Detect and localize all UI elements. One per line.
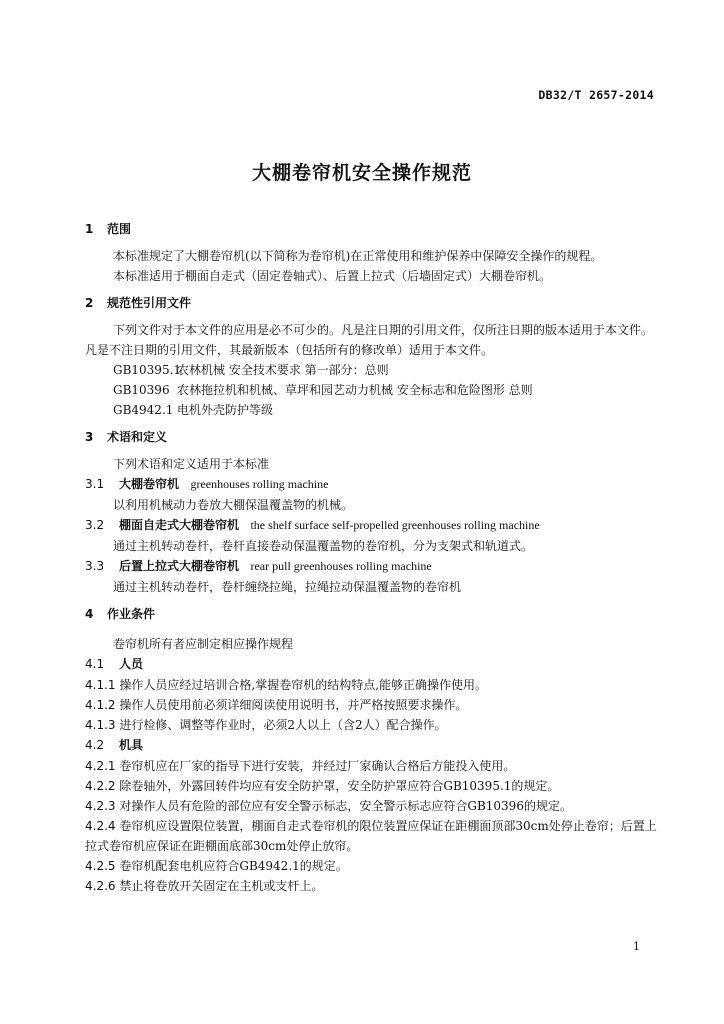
- paragraph: 卷帘机所有者应制定相应操作规程: [113, 637, 294, 651]
- clause-item: 4.1.3 进行检修、调整等作业时，必须2人以上（含2人）配合操作。: [85, 718, 447, 732]
- section-heading: 2 规范性引用文件: [85, 296, 192, 310]
- term-heading: 3.1 大棚卷帘机 greenhouses rolling machine: [85, 477, 329, 491]
- subsection-heading: 4.2 机具: [85, 738, 144, 752]
- section-heading: 4 作业条件: [85, 607, 156, 621]
- term-definition: 以利用机械动力卷放大棚保温覆盖物的机械。: [113, 498, 354, 512]
- term-definition: 通过主机转动卷杆，卷杆缠绕拉绳，拉绳拉动保温覆盖物的卷帘机: [113, 580, 462, 594]
- paragraph: 下列术语和定义适用于本标准: [113, 457, 270, 471]
- reference-item: GB10395.1农林机械 安全技术要求 第一部分：总则: [113, 363, 389, 377]
- clause-item: 4.2.5 卷帘机配套电机应符合GB4942.1的规定。: [85, 859, 348, 873]
- subsection-heading: 4.1 人员: [85, 657, 144, 671]
- section-heading: 1 范围: [85, 222, 132, 236]
- document-title: 大棚卷帘机安全操作规范: [251, 162, 472, 184]
- paragraph: 本标准适用于棚面自走式（固定卷轴式）、后置上拉式（后墙固定式）大棚卷帘机。: [113, 269, 552, 283]
- section-heading: 3 术语和定义: [85, 430, 168, 444]
- standard-code: DB32/T 2657-2014: [538, 88, 654, 102]
- document-body: [85, 218, 657, 896]
- term-heading: 3.3 后置上拉式大棚卷帘机 rear pull greenhouses rolling machine: [85, 559, 432, 573]
- clause-item: 4.2.1 卷帘机应在厂家的指导下进行安装，并经过厂家确认合格后方能投入使用。: [85, 759, 516, 773]
- page-number: 1: [633, 940, 640, 953]
- clause-item: 4.1.1 操作人员应经过培训合格,掌握卷帘机的结构特点,能够正确操作使用。: [85, 678, 488, 692]
- clause-item: 4.1.2 操作人员使用前必须详细阅读使用说明书，并严格按照要求操作。: [85, 698, 468, 712]
- clause-item: 4.2.3 对操作人员有危险的部位应有安全警示标志，安全警示标志应符合GB10396的规定。: [85, 799, 572, 813]
- clause-item: 4.2.6 禁止将卷放开关固定在主机或支杆上。: [85, 879, 324, 893]
- clause-item: 4.2.4 卷帘机应设置限位装置，棚面自走式卷帘机的限位装置应保证在距棚面顶部30cm处停止卷帘；后置上拉式卷帘机应保证在距棚面底部30cm处停止放帘。: [85, 819, 657, 853]
- term-heading: 3.2 棚面自走式大棚卷帘机 the shelf surface self-propelled greenhouses rolling machine: [85, 518, 540, 532]
- paragraph: 本标准规定了大棚卷帘机(以下简称为卷帘机)在正常使用和维护保养中保障安全操作的规程。: [113, 249, 603, 263]
- term-definition: 通过主机转动卷杆，卷杆直接卷动保温覆盖物的卷帘机，分为支架式和轨道式。: [113, 539, 534, 553]
- reference-item: GB4942.1 电机外壳防护等级: [113, 403, 274, 417]
- clause-item: 4.2.2 除卷轴外，外露回转件均应有安全防护罩，安全防护罩应符合GB10395.1的规定。: [85, 779, 560, 793]
- paragraph: 下列文件对于本文件的应用是必不可少的。凡是注日期的引用文件，仅所注日期的版本适用于本文件。凡是不注日期的引用文件，其最新版本（包括所有的修改单）适用于本文件。: [85, 323, 654, 357]
- reference-item: GB10396 农林拖拉机和机械、草坪和园艺动力机械 安全标志和危险图形 总则: [113, 383, 533, 397]
